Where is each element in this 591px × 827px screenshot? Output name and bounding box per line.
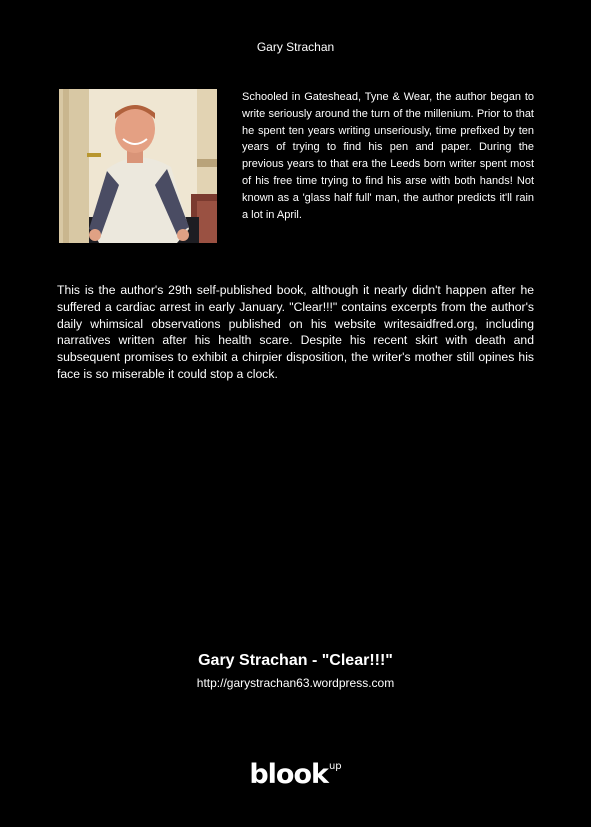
author-bio: Schooled in Gateshead, Tyne & Wear, the author began to write seriously around the turn of the millenium. Prior to that he spent ten years writing unseriously, time prefixed by ten years of trying to find his pen and paper. During the previous years to that era the Leeds born writer spent most of his free time trying to find his arse with both hands! Not known as a 'glass half full' man, the author predicts it'll rain a lot in April. — [242, 91, 534, 221]
author-photo — [59, 89, 217, 243]
book-title: Gary Strachan - "Clear!!!" — [198, 652, 393, 669]
blookup-logo — [0, 752, 591, 790]
author-name-header: Gary Strachan — [256, 40, 335, 54]
book-blurb: This is the author's 29th self-published book, although it nearly didn't happen after he suffered a cardiac arrest in early January. "Clear!!!" contains excerpts from the author's daily whimsical observations published on his website writesaidfred.org, including narratives written after his health scare. Despite his recent skirt with death and subsequent promises to exhibit a chirpier disposition, the writer's mother still opines his face is so miserable it could stop a clock. — [57, 283, 534, 381]
author-website-link[interactable]: http://garystrachan63.wordpress.com — [196, 676, 395, 690]
logo-superscript: up — [328, 761, 342, 772]
logo-main-text: blook — [249, 759, 328, 790]
